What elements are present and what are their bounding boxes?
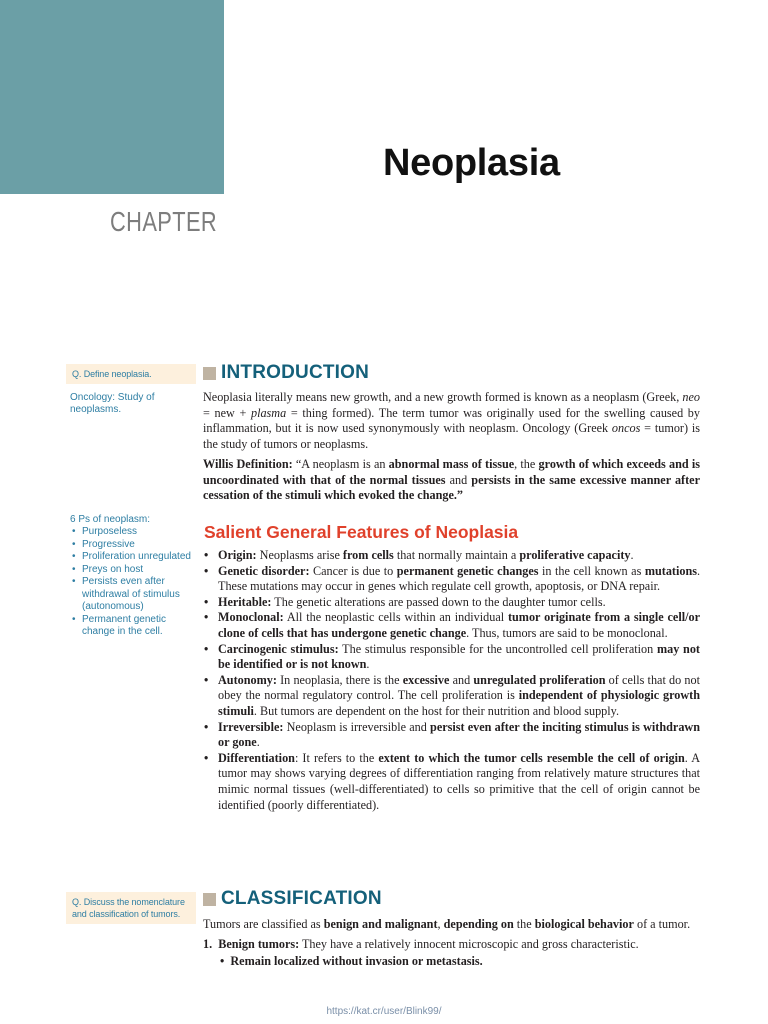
list-item: • Progressive bbox=[70, 539, 192, 552]
list-item: • Preys on host bbox=[70, 564, 192, 577]
feature-monoclonal: • Monoclonal: All the neoplastic cells within an individual tumor originate from a single cell/or clone of cells that has undergone genetic change. Thus, tumors are said to be monoclonal. bbox=[203, 610, 700, 641]
willis-definition: Willis Definition: “A neoplasm is an abnormal mass of tissue, the growth of which exceeds and is uncoordinated with that of the normal tissues and persists in the same excessive manner after cessation of the stimuli which evoked the change.” bbox=[203, 457, 700, 503]
list-item: • Persists even after withdrawal of stimulus (autonomous) bbox=[70, 576, 192, 614]
classification-heading: CLASSIFICATION bbox=[203, 888, 382, 910]
feature-genetic: • Genetic disorder: Cancer is due to permanent genetic changes in the cell known as mutations. These mutations may occur in genes which regulate cell growth, apoptosis, or DNA repair. bbox=[203, 564, 700, 595]
feature-autonomy: • Autonomy: In neoplasia, there is the excessive and unregulated proliferation of cells that do not obey the normal regulatory control. The cell proliferation is independent of physiologic growth stimuli. But tumors are dependent on the host for their nutrition and blood supply. bbox=[203, 673, 700, 720]
feature-origin: • Origin: Neoplasms arise from cells that normally maintain a proliferative capacity. bbox=[203, 548, 700, 564]
margin-question-define: Q. Define neoplasia. bbox=[66, 364, 196, 384]
list-item: • Permanent genetic change in the cell. bbox=[70, 614, 192, 639]
six-ps-title: 6 Ps of neoplasm: bbox=[70, 514, 151, 525]
classification-intro: Tumors are classified as benign and malignant, depending on the biological behavior of a tumor. bbox=[203, 917, 691, 931]
chapter-label: CHAPTER bbox=[110, 206, 218, 237]
heading-marker bbox=[203, 893, 216, 906]
page-title: Neoplasia bbox=[383, 142, 560, 184]
feature-differentiation: • Differentiation: It refers to the extent to which the tumor cells resemble the cell of origin. A tumor may shows varying degrees of differentiation ranging from relatively mature structures that mimic normal tissues (well-differentiated) to cells so primitive that the cell of origin cannot be identified (poorly differentiated). bbox=[203, 751, 700, 813]
introduction-heading: INTRODUCTION bbox=[203, 362, 369, 384]
features-list bbox=[203, 548, 700, 813]
margin-oncology-note: Oncology: Study of neoplasms. bbox=[70, 392, 155, 415]
footer-url: https://kat.cr/user/Blink99/ bbox=[326, 1006, 442, 1017]
feature-carcinogenic: • Carcinogenic stimulus: The stimulus responsible for the uncontrolled cell proliferation may not be identified or is not known. bbox=[203, 642, 700, 673]
introduction-paragraph: Neoplasia literally means new growth, and a new growth formed is known as a neoplasm (Greek, neo = new + plasma = thing formed). The term tumor was originally used for the swelling caused by inflammation, but it is now used synonymously with neoplasm. Oncology (Greek oncos = tumor) is the study of tumors or neoplasms. bbox=[203, 390, 700, 451]
feature-heritable: • Heritable: The genetic alterations are passed down to the daughter tumor cells. bbox=[203, 595, 700, 611]
heading-marker bbox=[203, 367, 216, 380]
six-ps-list bbox=[66, 526, 196, 639]
benign-tumors-item: 1. Benign tumors: They have a relatively innocent microscopic and gross characteristic. bbox=[203, 937, 639, 951]
features-heading: Salient General Features of Neoplasia bbox=[204, 522, 519, 542]
margin-six-ps bbox=[66, 514, 196, 639]
list-item: • Proliferation unregulated bbox=[70, 551, 192, 564]
benign-sub-item: • Remain localized without invasion or metastasis. bbox=[220, 954, 483, 968]
feature-irreversible: • Irreversible: Neoplasm is irreversible and persist even after the inciting stimulus is withdrawn or gone. bbox=[203, 720, 700, 751]
chapter-color-block bbox=[0, 0, 224, 194]
margin-question-discuss: Q. Discuss the nomenclature and classification of tumors. bbox=[66, 892, 196, 924]
list-item: • Purposeless bbox=[70, 526, 192, 539]
